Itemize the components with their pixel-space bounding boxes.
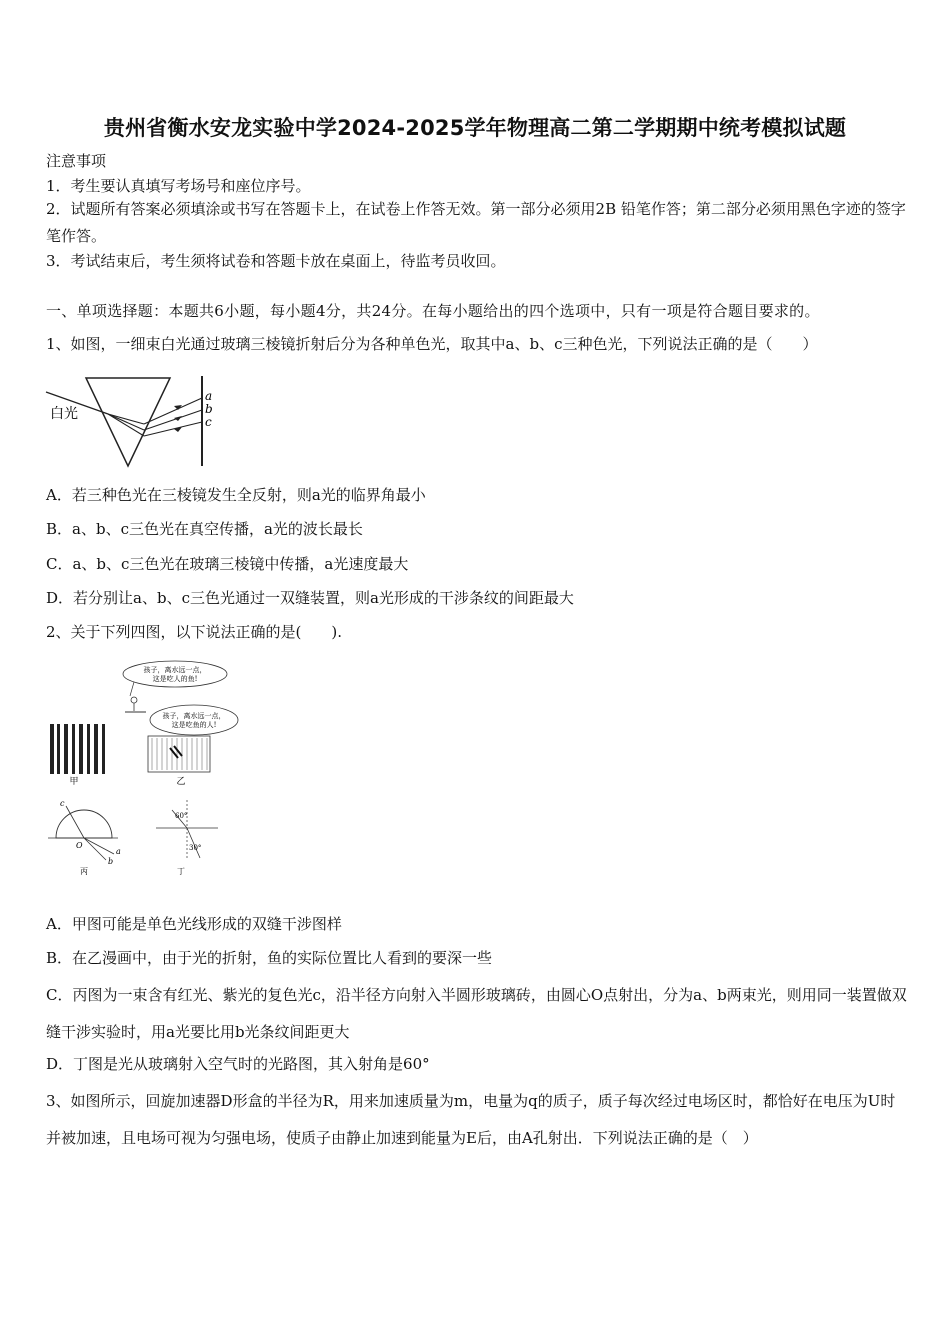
prism-figure xyxy=(44,372,219,470)
section-heading: 一、单项选择题：本题共6小题，每小题4分，共24分。在每小题给出的四个选项中，只有一项是符合题目要求的。 xyxy=(46,302,820,320)
ray-b xyxy=(84,838,106,860)
outgoing-ray-c xyxy=(144,422,202,436)
notice-item-1: 1．考生要认真填写考场号和座位序号。 xyxy=(46,177,311,195)
q1-option-a: A．若三种色光在三棱镜发生全反射，则a光的临界角最小 xyxy=(46,486,426,504)
label-bing: 丙 xyxy=(80,867,88,876)
ray-c xyxy=(66,806,84,838)
label-yi: 乙 xyxy=(176,777,186,787)
q2-option-a: A．甲图可能是单色光线形成的双缝干涉图样 xyxy=(46,915,342,933)
white-light-label: 白光 xyxy=(50,406,78,422)
bubble-bottom-line1: 孩子，离水远一点， xyxy=(162,712,226,720)
four-panel-figure xyxy=(44,660,244,880)
label-ding: 丁 xyxy=(177,867,185,876)
bubble-top-line2: 这是吃人的鱼! xyxy=(152,675,198,683)
label-jia: 甲 xyxy=(69,777,79,787)
notice-heading: 注意事项 xyxy=(46,152,107,170)
bubble-bottom-line2: 这是吃鱼的人! xyxy=(171,721,217,729)
q2-option-b: B．在乙漫画中，由于光的折射，鱼的实际位置比人看到的要深一些 xyxy=(46,949,493,967)
label-b: b xyxy=(108,857,114,866)
inner-ray-c xyxy=(108,414,144,436)
label-a: a xyxy=(116,847,121,856)
label-o: O xyxy=(76,841,83,850)
arrow-b xyxy=(174,416,182,421)
q2-stem: 2、关于下列四图，以下说法正确的是( ). xyxy=(46,623,343,641)
label-a: a xyxy=(205,389,213,403)
label-c: c xyxy=(60,799,65,808)
bubble-top-line1: 孩子，离水远一点， xyxy=(143,666,207,674)
angle-30: 30° xyxy=(189,844,202,852)
q1-option-c: C．a、b、c三色光在玻璃三棱镜中传播，a光速度最大 xyxy=(46,555,409,573)
q1-option-b: B．a、b、c三色光在真空传播，a光的波长最长 xyxy=(46,520,363,538)
q3-stem: 3、如图所示，回旋加速器D形盒的半径为R，用来加速质量为m，电量为q的质子，质子每次经过电场区时，都恰好在电压为U时并被加速，且电场可视为匀强电场，使质子由静止加速到能量为E后，由A孔射出．下列说法正确的是（ ） xyxy=(46,1092,896,1147)
prism-triangle xyxy=(86,378,170,466)
ray-a xyxy=(84,838,114,854)
notice-item-3: 3．考试结束后，考生须将试卷和答题卡放在桌面上，待监考员收回。 xyxy=(46,252,506,270)
angle-60: 60° xyxy=(175,812,188,820)
page-title: 贵州省衡水安龙实验中学2024-2025学年物理高二第二学期期中统考模拟试题 xyxy=(103,116,847,140)
label-c: c xyxy=(205,415,212,429)
speech-bubble-top xyxy=(123,661,227,687)
speech-bubble-bottom xyxy=(150,705,238,735)
q1-stem: 1、如图，一细束白光通过玻璃三棱镜折射后分为各种单色光，取其中a、b、c三种色光，下列说法正确的是（ ） xyxy=(46,335,818,353)
refracted-ray-ding xyxy=(187,828,200,858)
q2-option-d: D．丁图是光从玻璃射入空气时的光路图，其入射角是60° xyxy=(46,1055,430,1073)
interference-stripes xyxy=(50,724,105,774)
q2-option-c: C．丙图为一束含有红光、紫光的复色光c，沿半径方向射入半圆形玻璃砖，由圆心O点射出，分为a、b两束光，则用同一装置做双缝干涉实验时，用a光要比用b光条纹间距更大 xyxy=(46,986,907,1041)
label-b: b xyxy=(205,402,213,416)
person-head xyxy=(131,697,137,703)
notice-item-2: 2．试题所有答案必须填涂或书写在答题卡上，在试卷上作答无效。第一部分必须用2B 铅笔作答；第二部分必须用黑色字迹的签字笔作答。 xyxy=(46,200,906,245)
water-tank xyxy=(148,736,210,772)
semicircle-glass xyxy=(56,810,112,838)
q1-option-d: D．若分别让a、b、c三色光通过一双缝装置，则a光形成的干涉条纹的间距最大 xyxy=(46,589,574,607)
